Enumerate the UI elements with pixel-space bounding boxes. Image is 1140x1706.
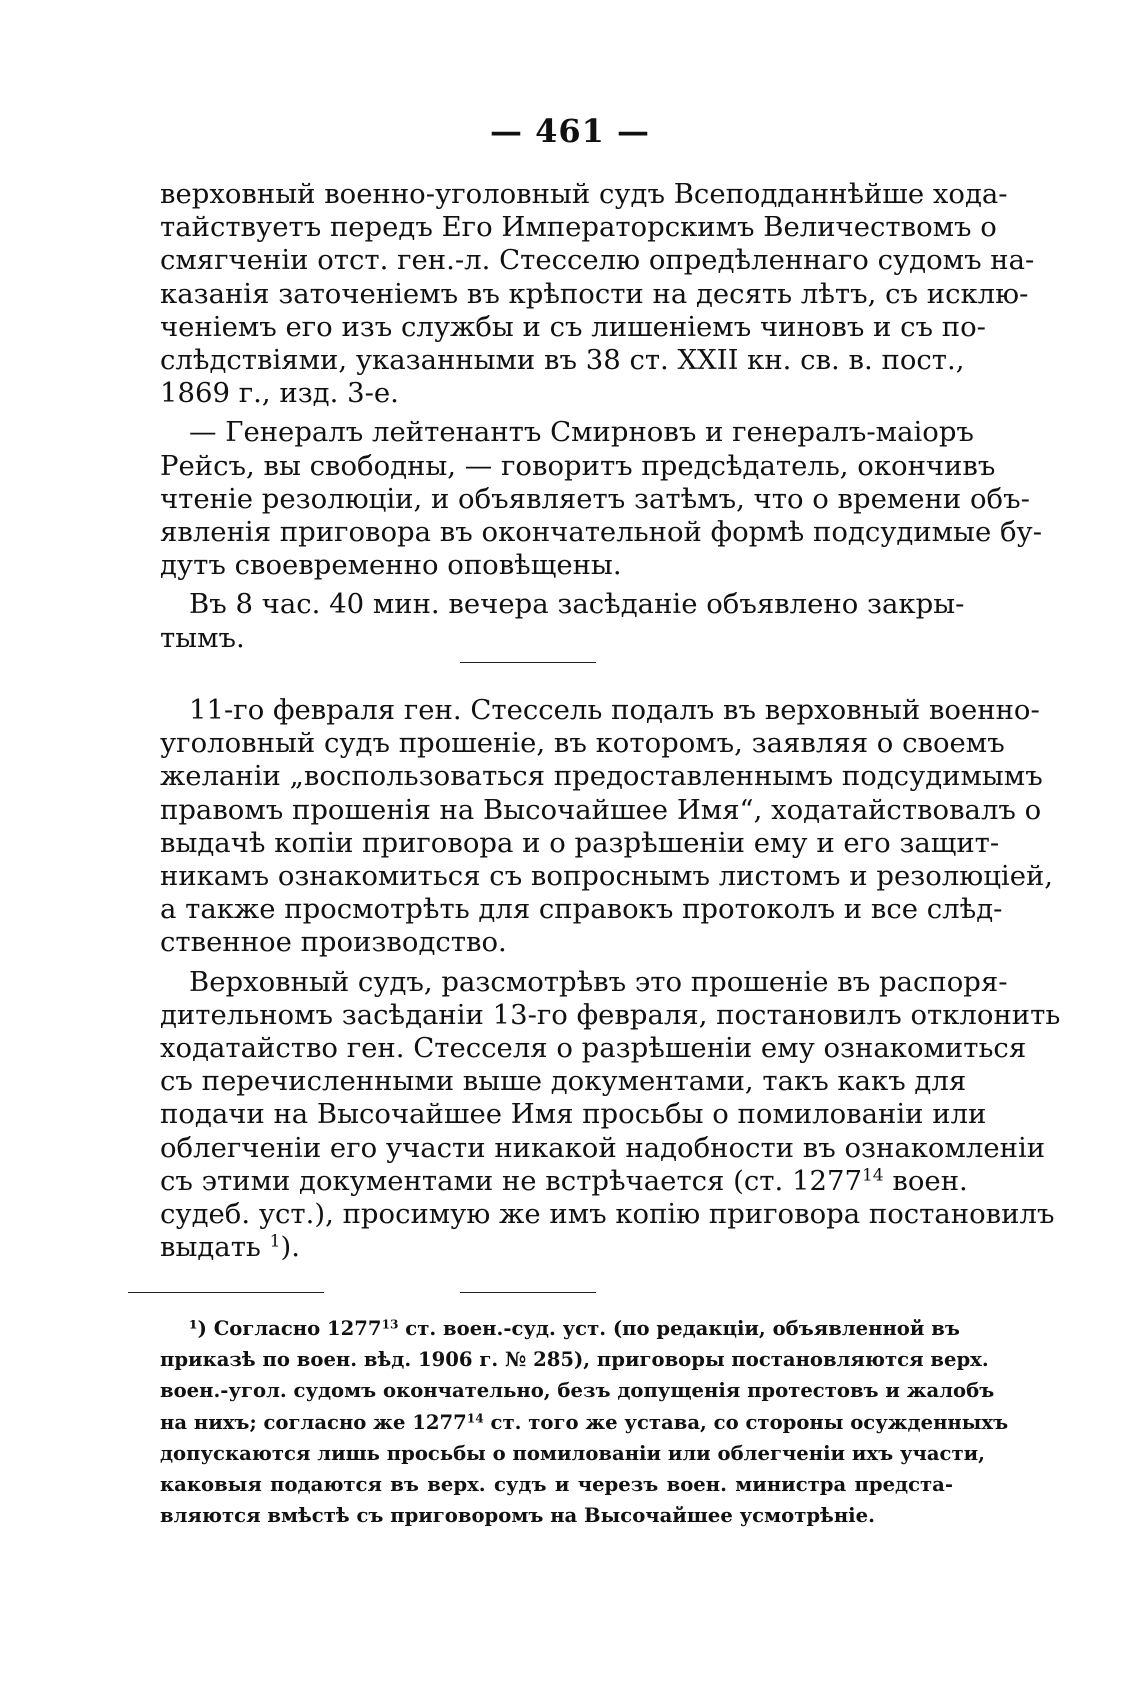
- text-line: выдачѣ копіи приговора и о разрѣшеніи ему и его защит-: [160, 826, 1000, 859]
- paragraph-verdict: [160, 178, 1035, 410]
- footnote-line: допускаются лишь просьбы о помилованіи или облегченіи ихъ участи,: [160, 1441, 985, 1465]
- footnote-line: каковыя подаются въ верх. судъ и черезъ воен. министра предста-: [160, 1473, 953, 1497]
- text-line: — Генералъ лейтенантъ Смирновъ и генералъ-маіоръ: [189, 416, 974, 449]
- text-line: слѣдствіями, указанными въ 38 ст. XXII кн. св. в. пост.,: [160, 344, 965, 377]
- text-line: Верховный судъ, разсмотрѣвъ это прошеніе въ распоря-: [189, 965, 1008, 998]
- text-line: верховный военно-уголовный судъ Всеподданнѣйше хода-: [160, 178, 1008, 210]
- text-line: ственное производство.: [160, 926, 507, 959]
- text-line: подачи на Высочайшее Имя просьбы о помилованіи или: [160, 1098, 987, 1131]
- lower-text-block: [160, 694, 1061, 1270]
- text-line-with-article: [160, 1164, 968, 1198]
- text-line: смягченіи отст. ген.-л. Стесселю опредѣленнаго судомъ на-: [160, 244, 1035, 277]
- text-line: 11-го февраля ген. Стессель подалъ въ верховный военно-: [189, 694, 1040, 726]
- paragraph-session-closed: [160, 588, 965, 654]
- text-line: ходатайство ген. Стесселя о разрѣшеніи ему ознакомиться: [160, 1032, 1027, 1065]
- paragraph-release: [160, 416, 1042, 582]
- text-line: чтеніе резолюціи, и объявляетъ затѣмъ, что о времени объ-: [160, 482, 1030, 515]
- text-line: съ перечисленными выше документами, такъ какъ для: [160, 1065, 967, 1098]
- text-line: 1869 г., изд. 3-е.: [160, 377, 399, 410]
- page-number: — 461 —: [489, 112, 651, 150]
- text-segment: Согласно 1277: [213, 1317, 382, 1340]
- footnote-line: воен.-угол. судомъ окончательно, безъ допущенія протестовъ и жалобъ: [160, 1379, 995, 1403]
- text-segment: ).: [280, 1231, 300, 1264]
- text-line: желаніи „воспользоваться предоставленнымъ подсудимымъ: [160, 760, 1043, 793]
- text-line: Въ 8 час. 40 мин. вечера засѣданіе объявлено закры-: [189, 588, 965, 621]
- text-line: дительномъ засѣданіи 13-го февраля, постановилъ отклонить: [160, 998, 1061, 1031]
- footnote-line: приказѣ по воен. вѣд. 1906 г. № 285), приговоры постановляются верх.: [160, 1348, 989, 1372]
- footnote-reference[interactable]: 1: [269, 1231, 281, 1252]
- text-line: уголовный судъ прошеніе, въ которомъ, заявляя о своемъ: [160, 727, 1005, 760]
- upper-text-block: [160, 178, 1042, 661]
- article-superscript: 14: [466, 1410, 484, 1425]
- text-segment: воен.: [883, 1164, 968, 1197]
- text-segment: на нихъ; согласно же 1277: [160, 1410, 467, 1434]
- text-line: а также просмотрѣть для справокъ протоколъ и все слѣд-: [160, 893, 1003, 926]
- text-line: тайствуетъ передъ Его Императорскимъ Величествомъ о: [160, 211, 997, 244]
- footnote-line: [160, 1407, 1009, 1438]
- text-segment: ст. того же устава, со стороны осужденныхъ: [483, 1410, 1009, 1434]
- footnote-line: [160, 1313, 960, 1344]
- text-line: ченіемъ его изъ службы и съ лишеніемъ чиновъ и съ по-: [160, 310, 986, 343]
- footnote-marker: ¹): [189, 1317, 207, 1340]
- text-line: облегченіи его участи никакой надобности въ ознакомленіи: [160, 1131, 1046, 1164]
- footnote-separator: [128, 1292, 324, 1293]
- text-line: Рейсъ, вы свободны, — говоритъ предсѣдатель, окончивъ: [160, 449, 996, 482]
- paragraph-petition: [160, 694, 1054, 960]
- text-segment: выдать: [160, 1231, 261, 1264]
- section-divider: [460, 1292, 596, 1293]
- text-segment: съ этими документами не встрѣчается (ст. 1277: [160, 1164, 862, 1197]
- text-line: правомъ прошенія на Высочайшее Имя“, ходатайствовалъ о: [160, 793, 1042, 826]
- paragraph-court-decision: [160, 965, 1061, 1265]
- article-superscript: 14: [861, 1165, 884, 1186]
- text-segment: ст. воен.-суд. уст. (по редакціи, объявленной въ: [398, 1317, 960, 1340]
- text-line: никамъ ознакомиться съ вопроснымъ листомъ и резолюціей,: [160, 860, 1054, 893]
- article-superscript: 13: [381, 1317, 399, 1332]
- text-line: судеб. уст.), просимую же имъ копію приговора постановилъ: [160, 1198, 1055, 1231]
- text-line: казанія заточеніемъ въ крѣпости на десять лѣтъ, съ исклю-: [160, 277, 1029, 310]
- text-line: явленія приговора въ окончательной формѣ подсудимые бу-: [160, 516, 1042, 549]
- text-line: тымъ.: [160, 621, 245, 654]
- footnote: [160, 1313, 1009, 1531]
- footnote-line: вляются вмѣстѣ съ приговоромъ на Высочайшее усмотрѣніе.: [160, 1504, 875, 1528]
- text-line-with-footnote-ref: [160, 1231, 953, 1264]
- text-line: дутъ своевременно оповѣщены.: [160, 549, 622, 582]
- section-divider: [460, 662, 596, 663]
